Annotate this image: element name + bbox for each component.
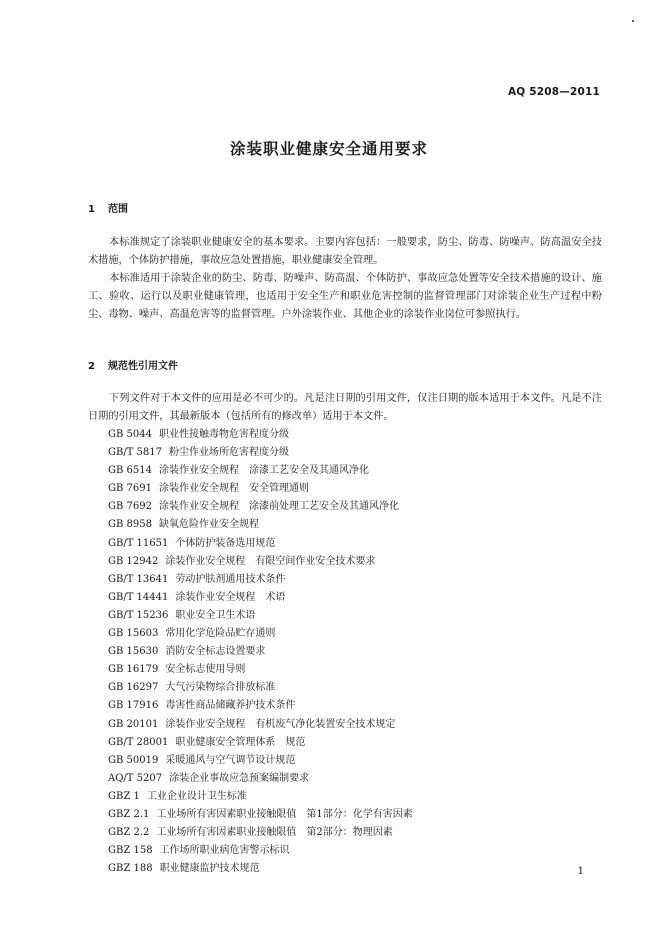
reference-list [108,426,413,878]
reference-code: GBZ 2.1 [108,808,150,820]
reference-title: 常用化学危险品贮存通则 [165,628,276,640]
reference-title: 大气污染物综合排放标准 [165,682,276,694]
reference-title: 工业场所有害因素职业接触限值 第2部分：物理因素 [156,827,393,839]
reference-code: GB 8958 [108,519,152,531]
reference-code: GB 15603 [108,628,159,640]
reference-title: 职业安全卫生术语 [175,609,256,621]
section-1-paragraph-2: 本标准适用于涂装企业的防尘、防毒、防噪声、防高温、个体防护、事故应急处置等安全技术措施的设计、施工、验收、运行以及职业健康管理，也适用于安全生产和职业危害控制的监督管理部门对涂装企业生产过程中粉尘、毒物、噪声、高温危害等的监督管理。户外涂装作业、其他企业的涂装作业岗位可参照执行。 [88,273,602,320]
section-2-number: 2 [88,361,95,372]
reference-title: 劳动护肤剂通用技术条件 [175,573,286,585]
reference-title: 涂装作业安全规程 有限空间作业安全技术要求 [165,555,376,567]
reference-item [108,734,413,752]
reference-item [108,770,413,788]
reference-item [108,516,413,534]
reference-code: GB/T 28001 [108,736,169,748]
reference-code: GB/T 13641 [108,573,169,585]
reference-title: 涂装作业安全规程 涂漆工艺安全及其通风净化 [158,465,369,477]
reference-code: GB 16297 [108,682,159,694]
reference-title: 毒害性商品储藏养护技术条件 [165,700,296,712]
reference-item [108,589,413,607]
reference-code: GB 5044 [108,429,152,440]
reference-code: GB/T 14441 [108,591,169,603]
reference-item [108,571,413,589]
reference-title: 涂装作业安全规程 涂漆前处理工艺安全及其通风净化 [158,501,399,513]
reference-code: GB 17916 [108,700,159,712]
reference-item [108,661,413,679]
reference-title: 采暖通风与空气调节设计规范 [165,754,296,766]
reference-item [108,553,413,571]
reference-title: 粉尘作业场所危害程度分级 [169,447,290,459]
reference-item [108,716,413,734]
reference-item [108,462,413,480]
reference-code: GB 6514 [108,465,152,477]
reference-item [108,860,413,878]
reference-item [108,625,413,643]
reference-code: GB/T 11651 [108,537,169,549]
reference-item [108,607,413,625]
section-2-paragraph-1: 下列文件对于本文件的应用是必不可少的。凡是注日期的引用文件，仅注日期的版本适用于本文件。凡是不注日期的引用文件，其最新版本（包括所有的修改单）适用于本文件。 [88,393,602,422]
reference-code: GB 15630 [108,646,159,658]
section-1-heading [88,200,128,215]
reference-item [108,643,413,661]
reference-item [108,679,413,697]
reference-code: GB 16179 [108,664,159,676]
section-2-title: 规范性引用文件 [108,361,178,372]
reference-title: 涂装作业安全规程 有机废气净化装置安全技术规定 [165,718,396,730]
section-1-title: 范围 [108,204,128,215]
reference-item [108,842,413,860]
reference-item [108,788,413,806]
reference-code: GB/T 15236 [108,609,169,621]
reference-item [108,752,413,770]
reference-code: GB 50019 [108,754,159,766]
section-2-heading [88,357,178,372]
reference-code: GBZ 2.2 [108,827,150,839]
reference-title: 涂装作业安全规程 术语 [175,591,286,603]
reference-title: 职业性接触毒物危害程度分级 [158,429,289,440]
reference-title: 安全标志使用导则 [165,664,246,676]
reference-title: 工作场所职业病危害警示标识 [159,845,290,857]
reference-code: GBZ 158 [108,845,153,857]
reference-item [108,824,413,842]
scan-speck [632,20,634,22]
reference-title: 消防安全标志设置要求 [165,646,266,658]
reference-title: 缺氧危险作业安全规程 [158,519,259,531]
reference-item [108,444,413,462]
reference-item [108,697,413,715]
standard-code: AQ 5208—2011 [507,86,600,98]
reference-code: GB 7691 [108,483,152,495]
reference-code: GB 7692 [108,501,152,513]
document-title: 涂装职业健康安全通用要求 [229,140,428,158]
reference-item [108,498,413,516]
reference-item [108,480,413,498]
reference-code: GB/T 5817 [108,447,163,459]
reference-code: GBZ 1 [108,790,140,802]
reference-code: GB 20101 [108,718,159,730]
reference-title: 工业企业设计卫生标准 [146,790,247,802]
section-1-paragraph-1: 本标准规定了涂装职业健康安全的基本要求。主要内容包括：一般要求，防尘、防毒、防噪声、防高温安全技术措施，个体防护措施，事故应急处置措施，职业健康安全管理。 [88,237,602,266]
section-1-number: 1 [88,204,95,215]
reference-item [108,426,413,444]
reference-title: 涂装作业安全规程 安全管理通则 [158,483,309,495]
reference-code: GB 12942 [108,555,159,567]
reference-title: 工业场所有害因素职业接触限值 第1部分：化学有害因素 [156,808,413,820]
reference-title: 个体防护装备选用规范 [175,537,276,549]
reference-title: 职业健康监护技术规范 [159,863,260,875]
reference-title: 职业健康安全管理体系 规范 [175,736,306,748]
reference-item [108,535,413,553]
reference-title: 涂装企业事故应急预案编制要求 [169,772,310,784]
page-number: 1 [577,866,584,877]
reference-code: GBZ 188 [108,863,153,875]
reference-item [108,806,413,824]
reference-code: AQ/T 5207 [108,772,163,784]
